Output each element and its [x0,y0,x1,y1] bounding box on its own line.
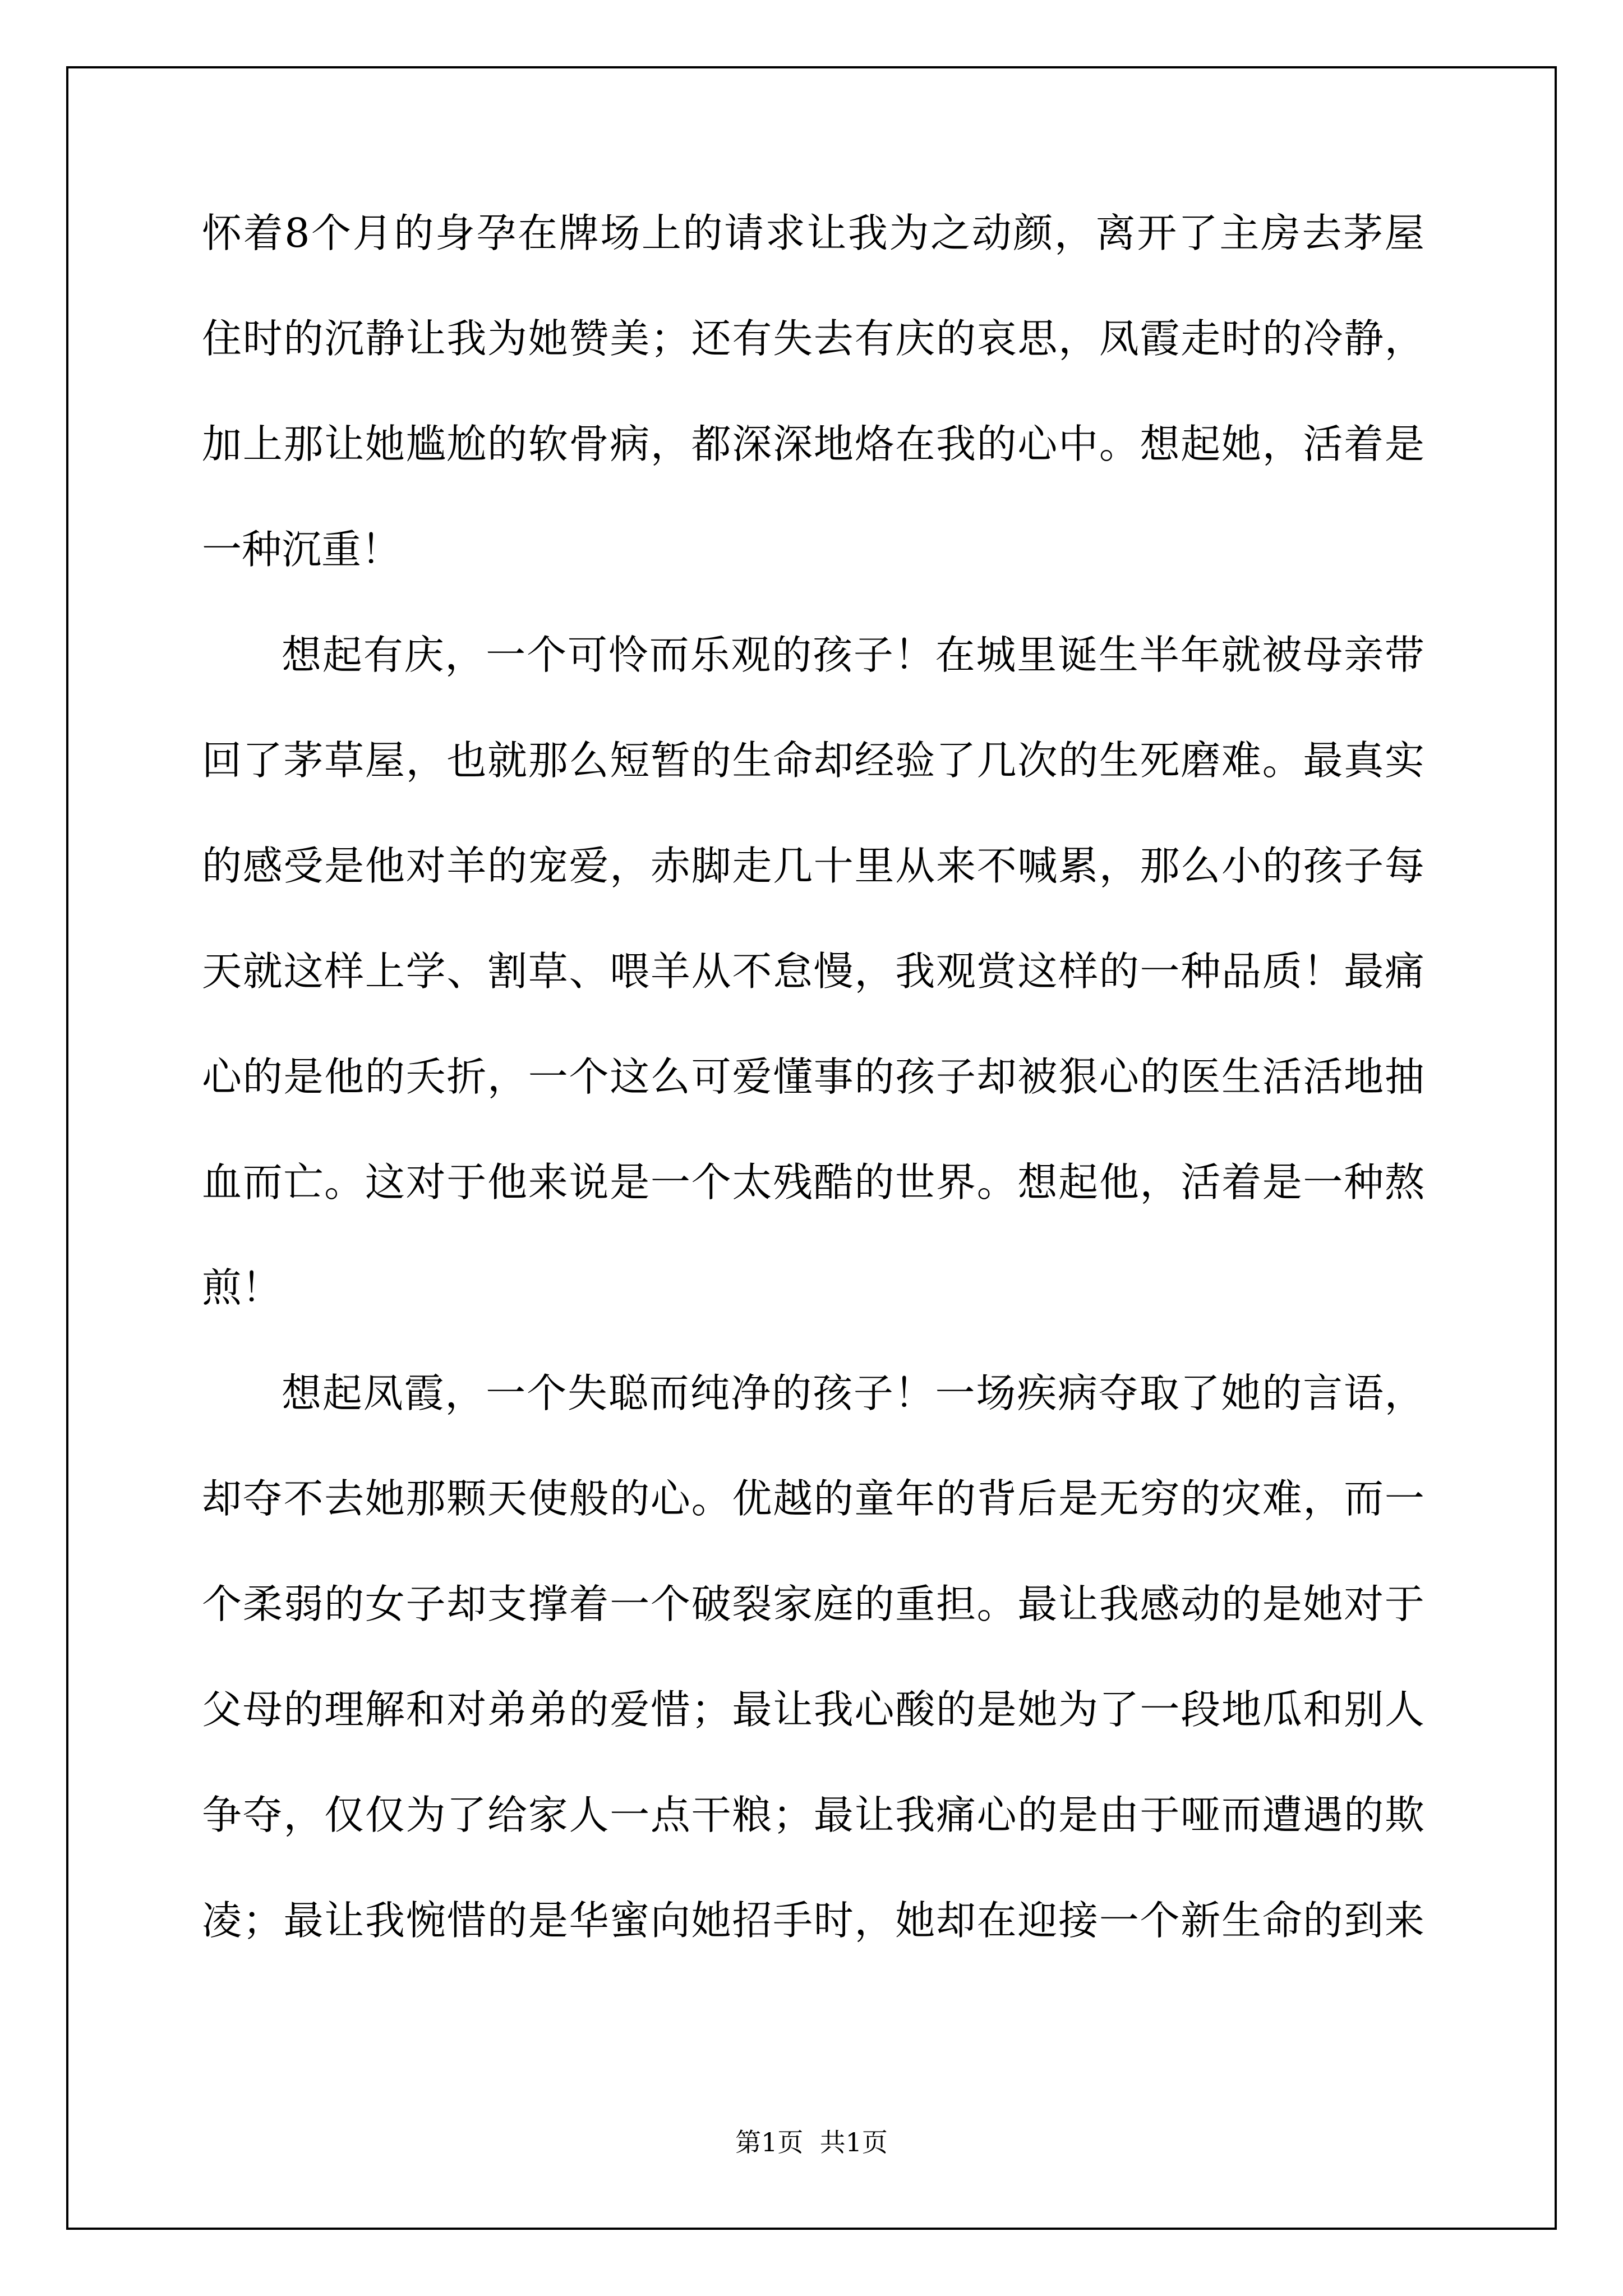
text-line: 加 上 那 让 她 尴 尬 的 软 骨 病 ， 都 深 深 地 烙 在 我 的 心 中 。 想 起 她 ， 活 着 是 [202,421,1424,467]
text-line: 争 夺 ， 仅 仅 为 了 给 家 人 一 点 干 粮 ； 最 让 我 痛 心 的 是 由 于 哑 而 遭 遇 的 欺 [202,1792,1424,1838]
text-line: 个 柔 弱 的 女 子 却 支 撑 着 一 个 破 裂 家 庭 的 重 担 。 最 让 我 感 动 的 是 她 对 于 [202,1581,1424,1627]
text-line: 想 起 凤 霞 ， 一 个 失 聪 而 纯 净 的 孩 子 ！ 一 场 疾 病 夺 取 了 她 的 言 语 ， [282,1370,1424,1416]
text-line: 想 起 有 庆 ， 一 个 可 怜 而 乐 观 的 孩 子 ！ 在 城 里 诞 生 半 年 就 被 母 亲 带 [282,632,1424,678]
document-body [202,210,1424,2006]
text-line: 天 就 这 样 上 学 、 割 草 、 喂 羊 从 不 怠 慢 ， 我 观 赏 这 样 的 一 种 品 质 ！ 最 痛 [202,948,1424,995]
text-line: 一种沉重！ [202,526,402,573]
page-footer: 第1页 共1页 [735,2127,888,2157]
text-line: 怀 着 8 个 月 的 身 孕 在 牌 场 上 的 请 求 让 我 为 之 动 颜 ， 离 开 了 主 房 去 茅 屋 [202,210,1424,256]
text-line: 回 了 茅 草 屋 ， 也 就 那 么 短 暂 的 生 命 却 经 验 了 几 次 的 生 死 磨 难 。 最 真 实 [202,737,1424,784]
text-line: 心 的 是 他 的 夭 折 ， 一 个 这 么 可 爱 懂 事 的 孩 子 却 被 狠 心 的 医 生 活 活 地 抽 [202,1053,1424,1100]
text-line: 却 夺 不 去 她 那 颗 天 使 般 的 心 。 优 越 的 童 年 的 背 后 是 无 穷 的 灾 难 ， 而 一 [202,1475,1424,1522]
text-line: 血 而 亡 。 这 对 于 他 来 说 是 一 个 太 残 酷 的 世 界 。 想 起 他 ， 活 着 是 一 种 熬 [202,1159,1424,1205]
text-line: 住 时 的 沉 静 让 我 为 她 赞 美 ； 还 有 失 去 有 庆 的 哀 思 ， 凤 霞 走 时 的 冷 静 ， [202,315,1424,362]
text-line: 煎！ [202,1264,282,1311]
text-line: 凌 ； 最 让 我 惋 惜 的 是 华 蜜 向 她 招 手 时 ， 她 却 在 迎 接 一 个 新 生 命 的 到 来 [202,1897,1424,1944]
text-line: 父 母 的 理 解 和 对 弟 弟 的 爱 惜 ； 最 让 我 心 酸 的 是 她 为 了 一 段 地 瓜 和 别 人 [202,1686,1424,1733]
text-line: 的 感 受 是 他 对 羊 的 宠 爱 ， 赤 脚 走 几 十 里 从 来 不 喊 累 ， 那 么 小 的 孩 子 每 [202,843,1424,889]
